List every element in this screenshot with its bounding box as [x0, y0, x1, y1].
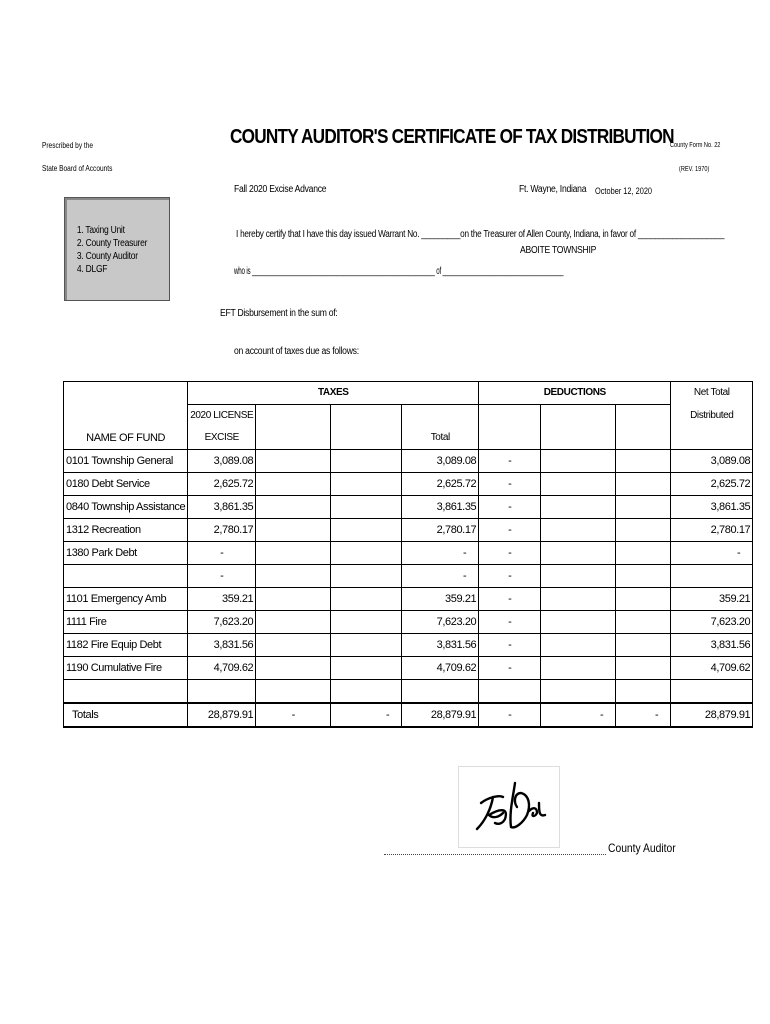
deduction-value: - [479, 657, 541, 680]
net-value: 2,625.72 [671, 473, 753, 496]
fund-name: 1190 Cumulative Fire [64, 657, 188, 680]
table-row-blank [64, 680, 753, 704]
total-header: Total [402, 427, 479, 450]
blank-header [541, 427, 616, 450]
fund-name: 1312 Recreation [64, 519, 188, 542]
totals-excise: 28,879.91 [188, 703, 256, 727]
blank-header [479, 405, 541, 428]
totals-label: Totals [64, 703, 188, 727]
copy-item: 3. County Auditor [76, 251, 138, 262]
blank-header [256, 427, 331, 450]
fund-name: 0101 Township General [64, 450, 188, 473]
copy-item: 4. DLGF [76, 264, 108, 275]
prescribed-line-2: State Board of Accounts [42, 164, 113, 173]
payee-name: ABOITE TOWNSHIP [520, 245, 597, 256]
totals-col3: - [331, 703, 402, 727]
total-value: - [402, 565, 479, 588]
deduction-value: - [479, 611, 541, 634]
table-row [64, 588, 753, 611]
excise-value: 3,831.56 [188, 634, 256, 657]
excise-value: - [188, 542, 256, 565]
signature-line [384, 854, 606, 855]
net-value: - [671, 542, 753, 565]
total-value: 3,861.35 [402, 496, 479, 519]
distributed-header: Distributed [671, 405, 753, 428]
fund-name: 1380 Park Debt [64, 542, 188, 565]
deduction-value: - [479, 496, 541, 519]
blank-header [331, 427, 402, 450]
net-value: 3,861.35 [671, 496, 753, 519]
deduction-value: - [479, 634, 541, 657]
table-row [64, 542, 753, 565]
blank-header [616, 427, 671, 450]
subtitle: Fall 2020 Excise Advance [234, 184, 327, 195]
net-value: 4,709.62 [671, 657, 753, 680]
copy-item: 1. Taxing Unit [76, 225, 125, 236]
taxes-header: TAXES [188, 382, 479, 405]
deduction-value: - [479, 519, 541, 542]
blank-header [671, 427, 753, 450]
document-title: COUNTY AUDITOR'S CERTIFICATE OF TAX DISTRIBUTION [230, 126, 674, 148]
deductions-header: DEDUCTIONS [479, 382, 671, 405]
excise-header: EXCISE [188, 427, 256, 450]
revision: (REV. 1970) [679, 166, 710, 173]
net-value: 7,623.20 [671, 611, 753, 634]
fund-name: 0180 Debt Service [64, 473, 188, 496]
total-value: - [402, 542, 479, 565]
prescribed-line-1: Prescribed by the [42, 141, 94, 150]
excise-value: 7,623.20 [188, 611, 256, 634]
excise-value: 3,089.08 [188, 450, 256, 473]
table-row [64, 473, 753, 496]
excise-value: 3,861.35 [188, 496, 256, 519]
certificate-date: October 12, 2020 [595, 186, 653, 196]
table-row [64, 519, 753, 542]
county-auditor-label: County Auditor [608, 841, 676, 855]
total-value: 2,780.17 [402, 519, 479, 542]
excise-value: 2,625.72 [188, 473, 256, 496]
totals-deduction-1: - [479, 703, 541, 727]
net-value [671, 565, 753, 588]
total-value: 7,623.20 [402, 611, 479, 634]
account-of-taxes: on account of taxes due as follows: [234, 346, 359, 357]
copies-distribution-box [64, 197, 170, 301]
excise-value: 4,709.62 [188, 657, 256, 680]
fund-name [64, 565, 188, 588]
table-row [64, 496, 753, 519]
fund-name: 0840 Township Assistance [64, 496, 188, 519]
fund-header: NAME OF FUND [64, 427, 188, 450]
deduction-value: - [479, 450, 541, 473]
total-value: 3,831.56 [402, 634, 479, 657]
total-value: 2,625.72 [402, 473, 479, 496]
fund-header-spacer [64, 382, 188, 405]
totals-deduction-2: - [541, 703, 616, 727]
certify-line: I hereby certify that I have this day issued Warrant No. _________on the Treasurer of Allen County, Indiana, in favor of ____________________ [236, 229, 725, 240]
totals-row [64, 703, 753, 727]
handwritten-signature-icon [459, 767, 559, 847]
excise-value: 2,780.17 [188, 519, 256, 542]
eft-disbursement: EFT Disbursement in the sum of: [220, 308, 338, 319]
total-value: 4,709.62 [402, 657, 479, 680]
fund-name: 1101 Emergency Amb [64, 588, 188, 611]
totals-deduction-3: - [616, 703, 671, 727]
table-row [64, 450, 753, 473]
blank-header [541, 405, 616, 428]
table-row [64, 657, 753, 680]
deduction-value: - [479, 542, 541, 565]
totals-total: 28,879.91 [402, 703, 479, 727]
table-row [64, 634, 753, 657]
fund-name: 1182 Fire Equip Debt [64, 634, 188, 657]
net-value: 359.21 [671, 588, 753, 611]
deduction-value: - [479, 588, 541, 611]
table-row [64, 565, 753, 588]
blank-header [479, 427, 541, 450]
copy-item: 2. County Treasurer [76, 238, 148, 249]
form-number: County Form No. 22 [670, 142, 721, 149]
blank-header [331, 405, 402, 428]
deduction-value: - [479, 473, 541, 496]
tax-distribution-table [63, 381, 753, 728]
net-value: 3,089.08 [671, 450, 753, 473]
totals-col2: - [256, 703, 331, 727]
net-value: 3,831.56 [671, 634, 753, 657]
blank-header [256, 405, 331, 428]
excise-value: - [188, 565, 256, 588]
net-total-header: Net Total [671, 382, 753, 405]
totals-net: 28,879.91 [671, 703, 753, 727]
excise-value: 359.21 [188, 588, 256, 611]
total-value: 3,089.08 [402, 450, 479, 473]
total-value: 359.21 [402, 588, 479, 611]
location: Ft. Wayne, Indiana [519, 184, 587, 195]
who-is-line: who is ________________________________________________________ of _____________________________________ [234, 266, 564, 277]
signature-image [458, 766, 560, 848]
net-value: 2,780.17 [671, 519, 753, 542]
fund-name: 1111 Fire [64, 611, 188, 634]
blank-header [616, 405, 671, 428]
deduction-value: - [479, 565, 541, 588]
license-header: 2020 LICENSE [188, 405, 256, 428]
table-row [64, 611, 753, 634]
blank-header [402, 405, 479, 428]
fund-header-spacer [64, 405, 188, 428]
